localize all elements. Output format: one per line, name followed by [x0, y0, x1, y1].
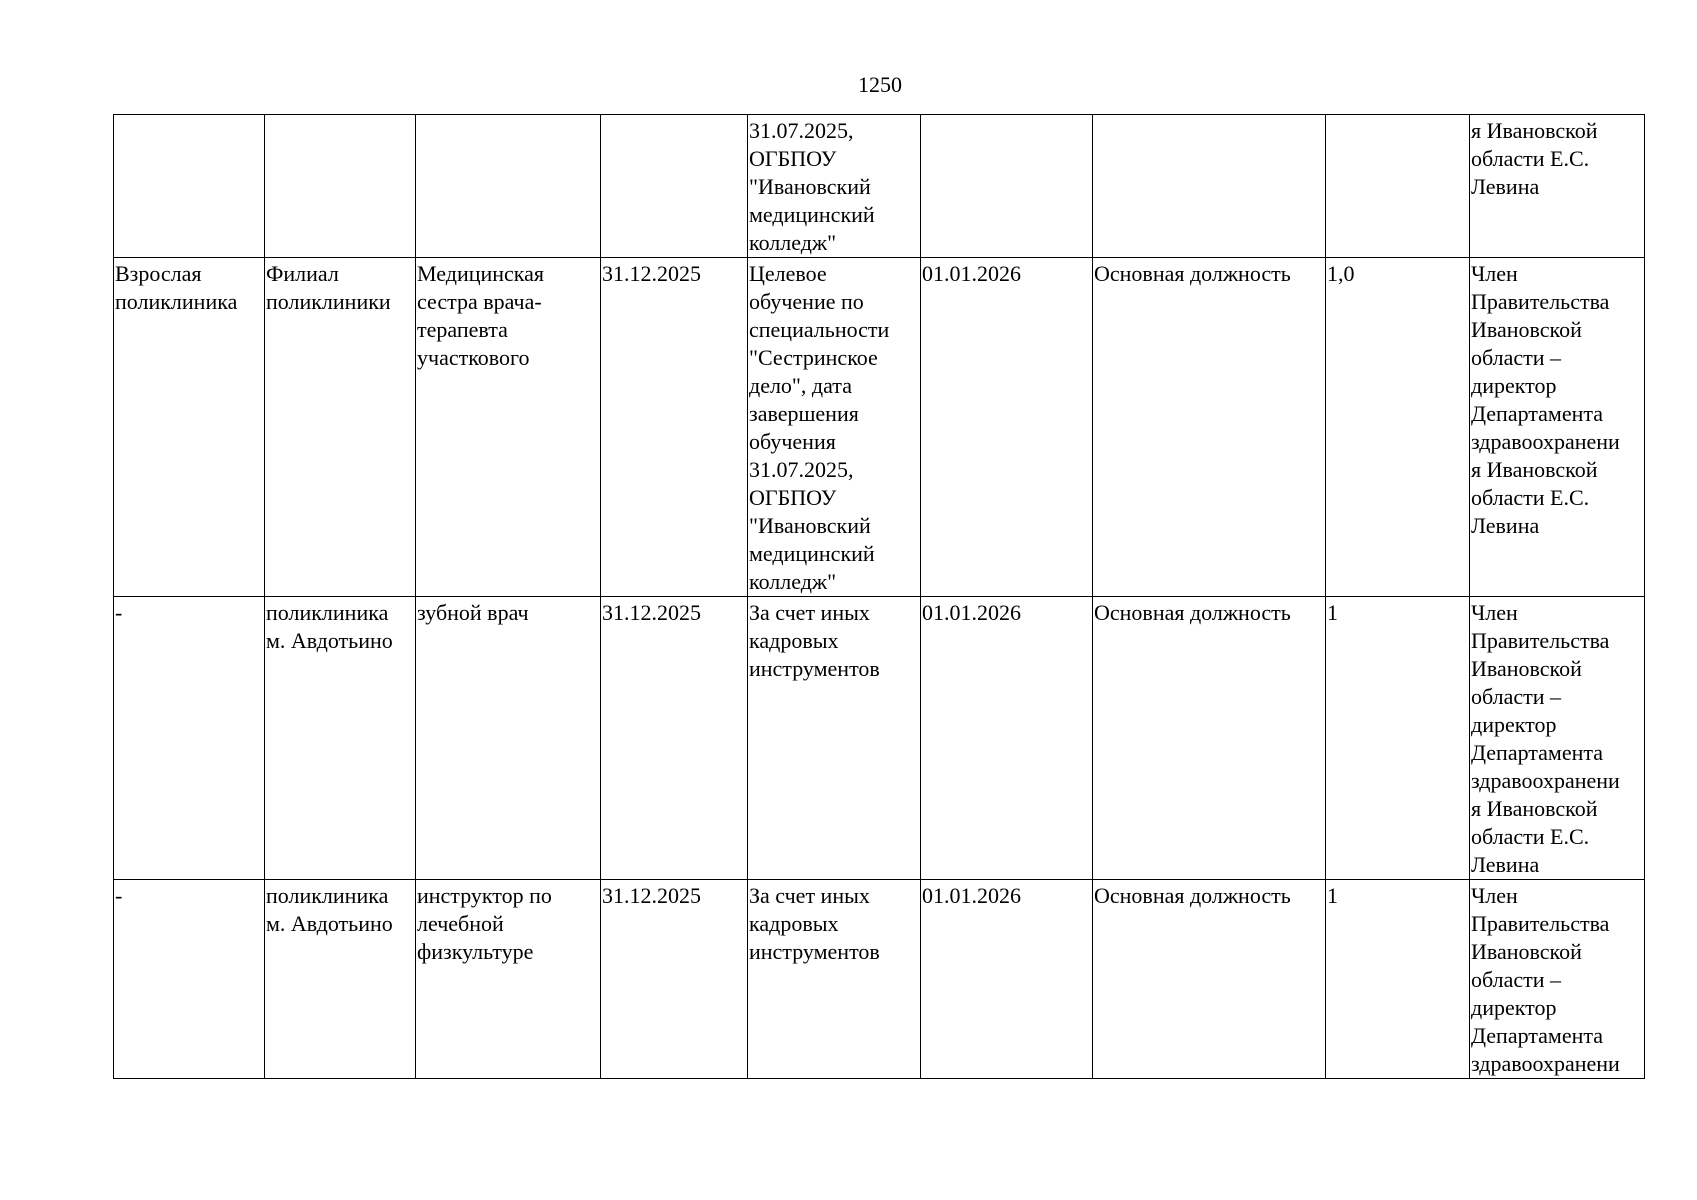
- table-cell: Основная должность: [1093, 597, 1326, 880]
- table-cell: инструктор по лечебной физкультуре: [416, 880, 601, 1079]
- table-cell: 31.12.2025: [601, 880, 748, 1079]
- table-cell: [114, 115, 265, 258]
- table-cell: Целевое обучение по специальности "Сестринское дело", дата завершения обучения 31.07.2025, ОГБПОУ "Ивановский медицинский колледж": [748, 258, 921, 597]
- table-cell: [1326, 115, 1470, 258]
- table-cell: 01.01.2026: [921, 258, 1093, 597]
- page-number: 1250: [858, 72, 902, 97]
- table-cell: поликлиника м. Авдотьино: [265, 880, 416, 1079]
- table-cell: Основная должность: [1093, 258, 1326, 597]
- table-row: [114, 880, 1645, 1079]
- table-cell: 31.12.2025: [601, 258, 748, 597]
- table-cell: зубной врач: [416, 597, 601, 880]
- table-cell: -: [114, 880, 265, 1079]
- table-cell: Взрослая поликлиника: [114, 258, 265, 597]
- table-cell: 31.12.2025: [601, 597, 748, 880]
- table-cell: 01.01.2026: [921, 880, 1093, 1079]
- table-cell: Член Правительства Ивановской области – директор Департамента здравоохранени я Ивановской области Е.С. Левина: [1470, 258, 1645, 597]
- table-cell: 1,0: [1326, 258, 1470, 597]
- table-cell: [921, 115, 1093, 258]
- table-cell: За счет иных кадровых инструментов: [748, 880, 921, 1079]
- table-cell: [265, 115, 416, 258]
- table-cell: -: [114, 597, 265, 880]
- table-cell: [416, 115, 601, 258]
- table-cell: [601, 115, 748, 258]
- table-cell: 1: [1326, 597, 1470, 880]
- table-cell: 1: [1326, 880, 1470, 1079]
- table-cell: [1093, 115, 1326, 258]
- table-cell: 01.01.2026: [921, 597, 1093, 880]
- table-row: [114, 258, 1645, 597]
- table-cell: Член Правительства Ивановской области – директор Департамента здравоохранени: [1470, 880, 1645, 1079]
- table-cell: Член Правительства Ивановской области – директор Департамента здравоохранени я Ивановской области Е.С. Левина: [1470, 597, 1645, 880]
- table-cell: За счет иных кадровых инструментов: [748, 597, 921, 880]
- table-cell: Основная должность: [1093, 880, 1326, 1079]
- staffing-table: [113, 114, 1645, 1079]
- table-cell: 31.07.2025, ОГБПОУ "Ивановский медицинский колледж": [748, 115, 921, 258]
- table-cell: Филиал поликлиники: [265, 258, 416, 597]
- table-row: [114, 115, 1645, 258]
- table-cell: Медицинская сестра врача- терапевта участкового: [416, 258, 601, 597]
- table-cell: поликлиника м. Авдотьино: [265, 597, 416, 880]
- table-row: [114, 597, 1645, 880]
- table-cell: я Ивановской области Е.С. Левина: [1470, 115, 1645, 258]
